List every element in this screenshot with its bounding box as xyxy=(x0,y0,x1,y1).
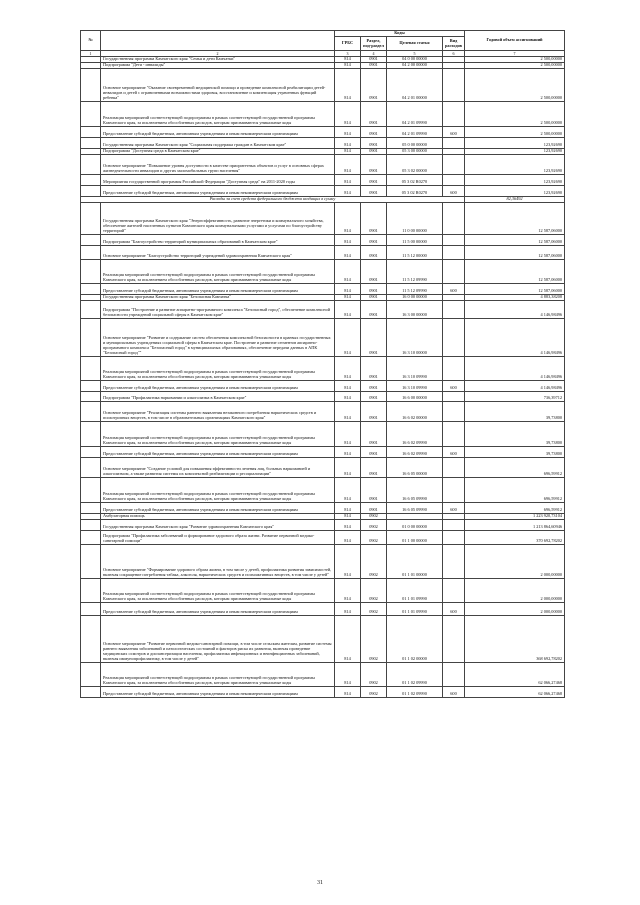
row-section: 0901 xyxy=(361,175,387,186)
row-name: Предоставление субсидий бюджетным, автономным учреждениям и иным некоммерческим организациям xyxy=(101,127,335,138)
row-name: Основное мероприятие "Повышение уровня доступности в качестве приоритетных объектов и услуг в основных сферах жизнедеятельности инвалидов и других маломобильных групп населения" xyxy=(101,155,335,175)
row-name: Реализация мероприятий соответствующей подпрограммы в рамках соответствующей государственной программы Камчатского края, за исключением обособленных расходов, которым присваиваются уникальные коды xyxy=(101,663,335,687)
row-name: Основное мероприятие "Формирование здорового образа жизни, в том числе у детей, профилактика развития зависимостей, включая сокращение потребления табака, алкоголя, наркотических средств и психоактивных веществ, в том числе у детей" xyxy=(101,545,335,579)
row-target-article: 05 0 00 00000 xyxy=(387,138,443,149)
row-annual-amount: 736,39712 xyxy=(465,392,565,402)
row-grbs: 814 xyxy=(335,392,361,402)
row-annual-amount: 123,92690 xyxy=(465,155,565,175)
row-grbs: 814 xyxy=(335,402,361,422)
row-number xyxy=(81,203,101,235)
row-annual-amount: 12 587,06000 xyxy=(465,235,565,246)
row-section: 0901 xyxy=(361,402,387,422)
row-target-article: 11 0 00 00000 xyxy=(387,203,443,235)
row-expense-type: 600 xyxy=(443,284,465,295)
row-target-article: 04 0 00 00000 xyxy=(387,57,443,63)
row-name: Реализация мероприятий соответствующей подпрограммы в рамках соответствующей государственной программы Камчатского края, за исключением обособленных расходов, которым присваиваются уникальные коды xyxy=(101,260,335,284)
row-number xyxy=(81,175,101,186)
table-row xyxy=(81,381,565,392)
row-section: 0901 xyxy=(361,381,387,392)
row-annual-amount: 368 692,78202 xyxy=(465,616,565,663)
row-grbs: 814 xyxy=(335,295,361,301)
row-name: Основное мероприятие "Создание условий для повышения эффективности лечения лиц, больных наркоманией и алкоголизмом, а также развития системы их комплексной реабилитации и ресоциализации" xyxy=(101,458,335,478)
row-grbs: 814 xyxy=(335,102,361,127)
row-target-article: 11 5 12 00000 xyxy=(387,246,443,260)
row-name: Основное мероприятие "Развитие и содержание систем обеспечения комплексной безопасности в краевых государственных и муниципальных учреждениях социальной сферы в Камчатском крае. Построение и развитие сегментов аппаратно-программного комплекса "Безопасный город" в муниципальных образованиях, обеспечение передачи данных в АПК "Безопасный город"" xyxy=(101,319,335,357)
row-annual-amount: 1 213 864,60946 xyxy=(465,520,565,531)
row-name: Государственная программа Камчатского края "Развитие здравоохранения Камчатского края" xyxy=(101,520,335,531)
row-grbs: 814 xyxy=(335,531,361,545)
row-number xyxy=(81,392,101,402)
row-section: 0901 xyxy=(361,478,387,503)
table-body xyxy=(81,57,565,698)
row-section: 0902 xyxy=(361,579,387,603)
row-annual-amount: 4 146,98496 xyxy=(465,301,565,319)
row-number xyxy=(81,520,101,531)
row-name: Предоставление субсидий бюджетным, автономным учреждениям и иным некоммерческим организациям xyxy=(101,603,335,616)
row-section: 0901 xyxy=(361,246,387,260)
row-annual-amount: 1 223 920,73104 xyxy=(465,514,565,520)
row-section: 0901 xyxy=(361,284,387,295)
row-grbs: 814 xyxy=(335,301,361,319)
row-grbs: 814 xyxy=(335,155,361,175)
table-row xyxy=(81,284,565,295)
row-annual-amount: 123,92690 xyxy=(465,175,565,186)
row-annual-amount: 62 066,27468 xyxy=(465,687,565,698)
page-number: 31 xyxy=(317,880,323,886)
row-section: 0901 xyxy=(361,149,387,155)
table-row xyxy=(81,203,565,235)
row-grbs: 814 xyxy=(335,203,361,235)
row-annual-amount: 2 000,00000 xyxy=(465,579,565,603)
row-name: Амбулаторная помощь xyxy=(101,514,335,520)
row-number xyxy=(81,663,101,687)
row-number xyxy=(81,357,101,381)
row-section: 0901 xyxy=(361,102,387,127)
row-number xyxy=(81,235,101,246)
row-number xyxy=(81,301,101,319)
row-target-article: 01 0 00 00000 xyxy=(387,520,443,531)
row-grbs: 814 xyxy=(335,63,361,69)
row-target-article: 16 6 05 09990 xyxy=(387,503,443,514)
row-number xyxy=(81,186,101,197)
row-name: Предоставление субсидий бюджетным, автономным учреждениям и иным некоммерческим организациям xyxy=(101,284,335,295)
row-section: 0901 xyxy=(361,235,387,246)
row-annual-amount: 2 500,00000 xyxy=(465,127,565,138)
row-number xyxy=(81,381,101,392)
row-annual-amount: 696,59912 xyxy=(465,478,565,503)
row-section: 0901 xyxy=(361,155,387,175)
row-section: 0902 xyxy=(361,531,387,545)
row-name: Государственная программа Камчатского края "Безопасная Камчатка" xyxy=(101,295,335,301)
row-number xyxy=(81,284,101,295)
row-annual-amount: 123,92690 xyxy=(465,138,565,149)
row-name: Реализация мероприятий соответствующей подпрограммы в рамках соответствующей государственной программы Камчатского края, за исключением обособленных расходов, которым присваиваются уникальные коды xyxy=(101,579,335,603)
table-row xyxy=(81,531,565,545)
row-annual-amount: 123,92690 xyxy=(465,149,565,155)
row-target-article: 16 0 00 00000 xyxy=(387,295,443,301)
note-amount: 82,36492 xyxy=(465,197,565,203)
row-grbs: 814 xyxy=(335,357,361,381)
row-target-article: 05 3 02 00000 xyxy=(387,155,443,175)
row-section: 0902 xyxy=(361,663,387,687)
row-grbs: 814 xyxy=(335,69,361,102)
row-target-article: 16 3 10 00000 xyxy=(387,319,443,357)
row-target-article: 04 2 01 00000 xyxy=(387,69,443,102)
row-expense-type xyxy=(443,301,465,319)
row-number xyxy=(81,478,101,503)
row-number xyxy=(81,503,101,514)
row-expense-type xyxy=(443,545,465,579)
table-row xyxy=(81,175,565,186)
row-annual-amount: 370 692,78202 xyxy=(465,531,565,545)
row-name: Предоставление субсидий бюджетным, автономным учреждениям и иным некоммерческим организациям xyxy=(101,503,335,514)
row-annual-amount: 2 500,00000 xyxy=(465,63,565,69)
row-number xyxy=(81,319,101,357)
row-number xyxy=(81,69,101,102)
row-annual-amount: 696,59912 xyxy=(465,503,565,514)
row-name: Реализация мероприятий соответствующей подпрограммы в рамках соответствующей государственной программы Камчатского края, за исключением обособленных расходов, которым присваиваются уникальные коды xyxy=(101,478,335,503)
table-row xyxy=(81,357,565,381)
row-expense-type xyxy=(443,203,465,235)
row-name: Предоставление субсидий бюджетным, автономным учреждениям и иным некоммерческим организациям xyxy=(101,447,335,458)
table-row xyxy=(81,503,565,514)
row-annual-amount: 4 146,98496 xyxy=(465,319,565,357)
row-name: Реализация мероприятий соответствующей подпрограммы в рамках соответствующей государственной программы Камчатского края, за исключением обособленных расходов, которым присваиваются уникальные коды xyxy=(101,102,335,127)
row-number xyxy=(81,545,101,579)
row-grbs: 814 xyxy=(335,616,361,663)
row-section: 0901 xyxy=(361,458,387,478)
row-number xyxy=(81,402,101,422)
row-target-article: 04 2 01 09990 xyxy=(387,102,443,127)
row-expense-type xyxy=(443,246,465,260)
row-name: Государственная программа Камчатского края "Семья и дети Камчатки" xyxy=(101,57,335,63)
header-grbs: ГРБС xyxy=(335,37,361,51)
table-row xyxy=(81,127,565,138)
table-row xyxy=(81,458,565,478)
row-grbs: 814 xyxy=(335,514,361,520)
row-grbs: 814 xyxy=(335,503,361,514)
row-number xyxy=(81,531,101,545)
row-grbs: 814 xyxy=(335,57,361,63)
table-row xyxy=(81,102,565,127)
row-name: Подпрограмма "Профилактика заболеваний и формирование здорового образа жизни. Развитие первичной медико-санитарной помощи" xyxy=(101,531,335,545)
table-row xyxy=(81,301,565,319)
row-name: Государственная программа Камчатского края "Энергоэффективность, развитие энергетики и коммунального хозяйства, обеспечение жителей населенных пунктов Камчатского края коммунальными услугами и услугами по благоустройству территорий" xyxy=(101,203,335,235)
row-grbs: 814 xyxy=(335,447,361,458)
table-row xyxy=(81,616,565,663)
row-section: 0901 xyxy=(361,186,387,197)
table-row xyxy=(81,422,565,447)
table-row xyxy=(81,319,565,357)
row-number xyxy=(81,138,101,149)
row-expense-type: 600 xyxy=(443,381,465,392)
row-name: Мероприятия государственной программы Российской Федерации "Доступная среда" на 2011-2020 годы xyxy=(101,175,335,186)
row-section: 0901 xyxy=(361,301,387,319)
row-target-article: 05 3 02 R0270 xyxy=(387,175,443,186)
row-section: 0901 xyxy=(361,260,387,284)
row-name: Подпрограмма "Благоустройство территорий муниципальных образований в Камчатском крае" xyxy=(101,235,335,246)
row-target-article: 01 1 01 09990 xyxy=(387,603,443,616)
header-target: Целевая статья xyxy=(387,37,443,51)
row-grbs: 814 xyxy=(335,284,361,295)
header-index: 1 xyxy=(81,51,101,57)
row-expense-type xyxy=(443,392,465,402)
row-expense-type xyxy=(443,357,465,381)
row-target-article: 11 5 12 09990 xyxy=(387,284,443,295)
row-number xyxy=(81,458,101,478)
row-grbs: 814 xyxy=(335,545,361,579)
row-name: Реализация мероприятий соответствующей подпрограммы в рамках соответствующей государственной программы Камчатского края, за исключением обособленных расходов, которым присваиваются уникальные коды xyxy=(101,422,335,447)
row-target-article: 11 5 00 00000 xyxy=(387,235,443,246)
row-expense-type xyxy=(443,319,465,357)
table-row xyxy=(81,69,565,102)
row-section: 0901 xyxy=(361,295,387,301)
table-row xyxy=(81,260,565,284)
row-grbs: 814 xyxy=(335,127,361,138)
row-annual-amount: 4 146,98496 xyxy=(465,357,565,381)
row-grbs: 814 xyxy=(335,235,361,246)
row-expense-type xyxy=(443,579,465,603)
table-row xyxy=(81,235,565,246)
table-row xyxy=(81,579,565,603)
table-row xyxy=(81,186,565,197)
table-row xyxy=(81,246,565,260)
row-annual-amount: 2 500,00000 xyxy=(465,102,565,127)
row-section: 0901 xyxy=(361,392,387,402)
table-row xyxy=(81,155,565,175)
row-name: Реализация мероприятий соответствующей подпрограммы в рамках соответствующей государственной программы Камчатского края, за исключением обособленных расходов, которым присваиваются уникальные коды xyxy=(101,357,335,381)
row-target-article: 04 2 00 00000 xyxy=(387,63,443,69)
row-expense-type xyxy=(443,422,465,447)
header-index: 2 xyxy=(101,51,335,57)
table-row xyxy=(81,520,565,531)
row-number xyxy=(81,127,101,138)
header-name xyxy=(101,31,335,51)
row-expense-type xyxy=(443,235,465,246)
row-grbs: 814 xyxy=(335,603,361,616)
row-expense-type xyxy=(443,155,465,175)
row-annual-amount: 12 587,06000 xyxy=(465,284,565,295)
row-grbs: 814 xyxy=(335,478,361,503)
row-grbs: 814 xyxy=(335,149,361,155)
row-number xyxy=(81,102,101,127)
row-annual-amount: 39,73800 xyxy=(465,422,565,447)
header-vid: Вид расходов xyxy=(443,37,465,51)
row-target-article: 16 6 02 09990 xyxy=(387,422,443,447)
row-annual-amount: 12 587,06000 xyxy=(465,246,565,260)
header-index: 6 xyxy=(443,51,465,57)
row-name: Подпрограмма "Доступная среда в Камчатском крае" xyxy=(101,149,335,155)
header-index: 5 xyxy=(387,51,443,57)
row-expense-type xyxy=(443,531,465,545)
row-annual-amount: 2 000,00000 xyxy=(465,545,565,579)
row-section: 0901 xyxy=(361,447,387,458)
row-target-article: 01 1 02 09990 xyxy=(387,687,443,698)
row-grbs: 814 xyxy=(335,579,361,603)
row-annual-amount: 4 146,98496 xyxy=(465,381,565,392)
row-name: Предоставление субсидий бюджетным, автономным учреждениям и иным некоммерческим организациям xyxy=(101,381,335,392)
table-row xyxy=(81,478,565,503)
row-grbs: 814 xyxy=(335,175,361,186)
table-row xyxy=(81,687,565,698)
row-grbs: 814 xyxy=(335,138,361,149)
row-annual-amount: 4 883,38208 xyxy=(465,295,565,301)
row-section: 0901 xyxy=(361,63,387,69)
row-annual-amount: 2 500,00000 xyxy=(465,69,565,102)
row-expense-type xyxy=(443,69,465,102)
row-number xyxy=(81,260,101,284)
row-target-article: 01 1 02 00000 xyxy=(387,616,443,663)
row-expense-type xyxy=(443,478,465,503)
row-target-article: 16 3 10 09990 xyxy=(387,357,443,381)
row-number xyxy=(81,616,101,663)
row-expense-type xyxy=(443,138,465,149)
row-target-article: 11 5 12 09990 xyxy=(387,260,443,284)
row-number xyxy=(81,155,101,175)
note-text: Расходы за счет средств федерального бюджета входящих в сумму xyxy=(81,197,465,203)
header-num: № xyxy=(81,31,101,51)
row-section: 0901 xyxy=(361,422,387,447)
row-annual-amount: 39,73800 xyxy=(465,402,565,422)
row-section: 0901 xyxy=(361,57,387,63)
table-row xyxy=(81,402,565,422)
row-annual-amount: 123,92690 xyxy=(465,186,565,197)
row-expense-type: 600 xyxy=(443,127,465,138)
row-target-article: 16 6 00 00000 xyxy=(387,392,443,402)
row-target-article: 05 3 00 00000 xyxy=(387,149,443,155)
row-expense-type xyxy=(443,102,465,127)
row-section: 0902 xyxy=(361,687,387,698)
row-target-article: 16 6 05 00000 xyxy=(387,458,443,478)
row-expense-type: 600 xyxy=(443,186,465,197)
row-number xyxy=(81,246,101,260)
row-target-article: 16 6 05 09990 xyxy=(387,478,443,503)
table-row xyxy=(81,545,565,579)
row-target-article: 01 1 01 09990 xyxy=(387,579,443,603)
row-annual-amount: 696,59912 xyxy=(465,458,565,478)
row-name: Предоставление субсидий бюджетным, автономным учреждениям и иным некоммерческим организациям xyxy=(101,687,335,698)
row-grbs: 814 xyxy=(335,381,361,392)
row-expense-type xyxy=(443,402,465,422)
row-target-article: 16 6 02 09990 xyxy=(387,447,443,458)
table-row xyxy=(81,603,565,616)
row-expense-type xyxy=(443,663,465,687)
row-annual-amount: 62 066,27468 xyxy=(465,663,565,687)
row-name: Основное мероприятие "Реализация системы раннего выявления незаконного потребления наркотических средств и психотропных веществ, в том числе в образовательных организациях Камчатского края" xyxy=(101,402,335,422)
row-target-article: 01 1 01 00000 xyxy=(387,545,443,579)
row-name: Подпрограмма "Профилактика наркомании и алкоголизма в Камчатском крае" xyxy=(101,392,335,402)
row-target-article: 16 3 10 09990 xyxy=(387,381,443,392)
row-annual-amount: 39,73800 xyxy=(465,447,565,458)
row-name: Государственная программа Камчатского края "Социальная поддержка граждан в Камчатском крае" xyxy=(101,138,335,149)
row-number xyxy=(81,687,101,698)
row-annual-amount: 12 587,06000 xyxy=(465,260,565,284)
row-name: Подпрограмма "Дети - инвалиды" xyxy=(101,63,335,69)
row-section: 0902 xyxy=(361,514,387,520)
row-section: 0901 xyxy=(361,319,387,357)
row-name: Основное мероприятие "Благоустройство территорий учреждений здравоохранения Камчатского края" xyxy=(101,246,335,260)
header-index: 3 xyxy=(335,51,361,57)
row-target-article: 16 3 00 00000 xyxy=(387,301,443,319)
row-section: 0902 xyxy=(361,616,387,663)
row-target-article: 01 1 00 00000 xyxy=(387,531,443,545)
row-annual-amount: 2 500,00000 xyxy=(465,57,565,63)
row-grbs: 814 xyxy=(335,319,361,357)
row-number xyxy=(81,447,101,458)
row-expense-type xyxy=(443,260,465,284)
row-target-article: 04 2 01 09990 xyxy=(387,127,443,138)
header-annual: Годовой объем ассигнований xyxy=(465,31,565,51)
row-expense-type xyxy=(443,175,465,186)
row-expense-type xyxy=(443,520,465,531)
row-section: 0901 xyxy=(361,69,387,102)
row-section: 0901 xyxy=(361,203,387,235)
row-target-article: 16 6 02 00000 xyxy=(387,402,443,422)
row-grbs: 814 xyxy=(335,687,361,698)
row-number xyxy=(81,579,101,603)
row-section: 0901 xyxy=(361,127,387,138)
row-section: 0901 xyxy=(361,503,387,514)
row-grbs: 814 xyxy=(335,186,361,197)
row-section: 0901 xyxy=(361,357,387,381)
row-expense-type xyxy=(443,616,465,663)
row-expense-type: 600 xyxy=(443,503,465,514)
table-row xyxy=(81,138,565,149)
row-number xyxy=(81,422,101,447)
row-annual-amount: 2 000,00000 xyxy=(465,603,565,616)
row-target-article: 01 1 02 09990 xyxy=(387,663,443,687)
row-name: Подпрограмма "Построение и развитие аппаратно-программного комплекса "Безопасный город", обеспечение комплексной безопасности учреждений социальной сферы в Камчатском крае" xyxy=(101,301,335,319)
row-number xyxy=(81,603,101,616)
header-index: 4 xyxy=(361,51,387,57)
budget-table xyxy=(80,30,565,698)
header-section: Раздел, под-раздел xyxy=(361,37,387,51)
table-row xyxy=(81,663,565,687)
row-expense-type: 600 xyxy=(443,603,465,616)
row-expense-type: 600 xyxy=(443,447,465,458)
row-section: 0902 xyxy=(361,545,387,579)
row-grbs: 814 xyxy=(335,422,361,447)
header-codes: Коды xyxy=(335,31,465,37)
row-grbs: 814 xyxy=(335,260,361,284)
row-name: Основное мероприятие "Развитие первичной медико-санитарной помощи, в том числе сельским жителям, развитие системы раннего выявления заболеваний и патологических состояний и факторов риска их развития, включая проведение медицинских осмотров и диспансеризации населения, профилактика инфекционных и неинфекционных заболеваний, включая иммунопрофилактику, в том числе у детей" xyxy=(101,616,335,663)
table-row xyxy=(81,447,565,458)
row-section: 0902 xyxy=(361,603,387,616)
row-expense-type xyxy=(443,458,465,478)
row-expense-type: 600 xyxy=(443,687,465,698)
row-target-article: 05 3 02 R0270 xyxy=(387,186,443,197)
row-grbs: 814 xyxy=(335,246,361,260)
table-row xyxy=(81,392,565,402)
row-grbs: 814 xyxy=(335,520,361,531)
row-name: Предоставление субсидий бюджетным, автономным учреждениям и иным некоммерческим организациям xyxy=(101,186,335,197)
row-section: 0901 xyxy=(361,138,387,149)
row-grbs: 814 xyxy=(335,458,361,478)
row-annual-amount: 12 587,06000 xyxy=(465,203,565,235)
header-index: 7 xyxy=(465,51,565,57)
row-grbs: 814 xyxy=(335,663,361,687)
table-header xyxy=(81,31,565,57)
row-section: 0902 xyxy=(361,520,387,531)
row-name: Основное мероприятие "Оказание своевременной медицинской помощи и проведение комплексной реабилитации детей-инвалидов и детей с ограниченными возможностями здоровья, восстановление и компенсация утраченных функций ребенка" xyxy=(101,69,335,102)
